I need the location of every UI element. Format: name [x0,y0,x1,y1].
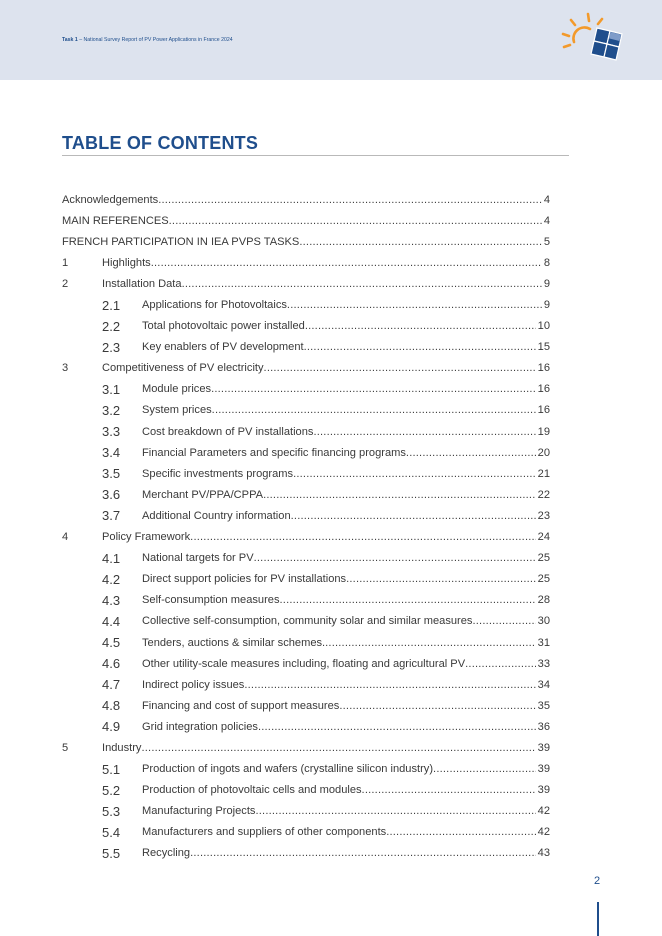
toc-entry-title: Manufacturers and suppliers of other components [142,826,387,839]
toc-entry[interactable] [62,527,550,548]
toc-entry[interactable] [62,843,550,864]
toc-entry-page: 33 [537,657,550,670]
toc-entry-leader [151,257,542,269]
toc-entry-leader [255,805,535,817]
toc-entry-title: Specific investments programs [142,467,294,480]
toc-entry-number: 4.1 [102,550,121,566]
toc-entry-number: 2.2 [102,318,121,334]
header-task-label: Task 1 [62,37,78,43]
toc-entry-title: Additional Country information [142,509,291,522]
toc-entry-number: 3.7 [102,508,121,524]
toc-entry-number: 5.4 [102,824,121,840]
toc-entry[interactable] [62,337,550,358]
toc-entry-leader [258,721,536,733]
toc-entry-number: 4.7 [102,677,121,693]
toc-entry-number: 4.2 [102,571,121,587]
toc-entry[interactable] [62,759,550,780]
toc-entry-title: Direct support policies for PV installations [142,573,347,586]
toc-entry-leader [280,594,536,606]
toc-entry-number: 5 [62,741,69,754]
toc-entry-number: 2 [62,277,69,290]
toc-entry-title: Self-consumption measures [142,594,280,607]
toc-entry-title: Indirect policy issues [142,678,245,691]
toc-entry-title: Financial Parameters and specific financing programs [142,446,406,459]
toc-entry-page: 10 [537,320,550,333]
toc-entry-page: 42 [537,805,550,818]
toc-entry[interactable] [62,273,550,294]
toc-entry-leader [190,847,536,859]
toc-entry-title: Production of ingots and wafers (crystalline silicon industry) [142,763,434,776]
toc-entry-page: 36 [537,720,550,733]
toc-entry-title: Key enablers of PV development [142,341,304,354]
toc-entry-leader [472,615,535,627]
toc-entry-page: 19 [537,425,550,438]
toc-entry-title: Financing and cost of support measures [142,699,340,712]
toc-entry[interactable] [62,463,550,484]
toc-entry-leader [254,552,536,564]
toc-entry-title: Recycling [142,847,191,860]
toc-entry-title: Acknowledgements [62,193,159,206]
toc-entry-page: 28 [537,594,550,607]
toc-title-rule [62,155,569,156]
toc-entry-leader [386,826,535,838]
toc-entry-leader [346,573,536,585]
toc-entry-title: Policy Framework [102,531,191,544]
toc-entry[interactable] [62,505,550,526]
toc-entry-leader [433,763,536,775]
toc-entry[interactable] [62,189,550,210]
toc-entry-page: 15 [537,341,550,354]
toc-entry[interactable] [62,780,550,801]
toc-entry-number: 5.1 [102,761,121,777]
toc-entry-leader [465,658,536,670]
toc-entry-number: 3 [62,362,69,375]
toc-entry-title: Applications for Photovoltaics [142,299,287,312]
toc-entry-leader [211,383,536,395]
toc-entry-page: 9 [543,299,550,312]
toc-entry-number: 3.6 [102,487,121,503]
toc-entry-number: 2.3 [102,339,121,355]
toc-entry-number: 4 [62,531,69,544]
toc-entry[interactable] [62,737,550,758]
toc-entry-number: 3.4 [102,445,121,461]
toc-entry-leader [293,468,536,480]
toc-entry-leader [263,489,536,501]
toc-entry-page: 31 [537,636,550,649]
toc-entry-title: Total photovoltaic power installed [142,320,305,333]
toc-entry[interactable] [62,400,550,421]
toc-entry-title: Merchant PV/PPA/CPPA [142,488,264,501]
toc-entry-number: 4.3 [102,592,121,608]
toc-entry-title: Collective self-consumption, community solar and similar measures [142,615,473,628]
toc-entry-page: 25 [537,552,550,565]
toc-entry-title: Cost breakdown of PV installations [142,425,314,438]
toc-entry[interactable] [62,548,550,569]
toc-entry-leader [362,784,536,796]
toc-entry-number: 3.2 [102,402,121,418]
toc-entry-title: FRENCH PARTICIPATION IN IEA PVPS TASKS [62,235,300,248]
toc-entry-leader [305,320,536,332]
header-subtitle: – National Survey Report of PV Power Applications in France 2024 [77,37,233,43]
toc-entry-leader [264,362,536,374]
header-title [62,37,233,43]
toc-entry-title: Other utility-scale measures including, floating and agricultural PV [142,657,466,670]
toc-entry-leader [325,637,536,649]
toc-entry[interactable] [62,231,550,252]
page-number: 2 [594,875,601,887]
toc-title: TABLE OF CONTENTS [62,133,259,153]
toc-entry-page: 16 [537,383,550,396]
toc-entry-number: 1 [62,256,69,269]
toc-entry-page: 35 [537,699,550,712]
page-number-bar [597,902,599,936]
toc-entry-page: 39 [537,741,550,754]
toc-entry-title: Module prices [142,383,212,396]
toc-entry-number: 5.2 [102,782,121,798]
toc-entry[interactable] [62,653,550,674]
toc-entry-number: 4.4 [102,613,121,629]
toc-entry-page: 34 [537,678,550,691]
toc-entry-page: 5 [543,235,550,248]
toc-entry-leader [406,447,536,459]
toc-entry-page: 16 [537,362,550,375]
toc-entry[interactable] [62,316,550,337]
toc-entry-title: System prices [142,404,212,417]
toc-list [62,189,550,864]
toc-entry-number: 3.5 [102,466,121,482]
toc-entry[interactable] [62,484,550,505]
toc-entry-page: 4 [543,193,550,206]
toc-entry[interactable] [62,210,550,231]
toc-entry-page: 30 [537,615,550,628]
toc-entry-title: Manufacturing Projects [142,805,256,818]
toc-entry-leader [313,426,535,438]
toc-entry[interactable] [62,379,550,400]
toc-entry[interactable] [62,716,550,737]
toc-entry[interactable] [62,569,550,590]
toc-entry-page: 43 [537,847,550,860]
toc-entry-page: 20 [537,446,550,459]
toc-entry-page: 9 [543,277,550,290]
toc-entry-title: Industry [102,741,142,754]
toc-entry-leader [339,700,535,712]
toc-entry-title: Competitiveness of PV electricity [102,362,264,375]
toc-entry-number: 5.3 [102,803,121,819]
iea-pvps-logo-icon [560,12,624,66]
toc-entry-page: 22 [537,488,550,501]
toc-entry-page: 4 [543,214,550,227]
toc-entry-title: MAIN REFERENCES [62,214,169,227]
toc-entry-page: 39 [537,763,550,776]
toc-entry-number: 4.5 [102,635,121,651]
toc-entry-number: 3.3 [102,424,121,440]
toc-entry-title: National targets for PV [142,552,254,565]
toc-entry-number: 4.9 [102,719,121,735]
toc-entry-page: 42 [537,826,550,839]
toc-entry-leader [158,194,542,206]
toc-entry-page: 24 [537,531,550,544]
toc-entry-leader [190,531,536,543]
toc-entry-leader [212,404,536,416]
toc-entry[interactable] [62,442,550,463]
toc-entry[interactable] [62,294,550,315]
toc-entry[interactable] [62,801,550,822]
toc-entry-leader [169,215,542,227]
toc-entry-page: 16 [537,404,550,417]
toc-entry-number: 5.5 [102,845,121,861]
toc-entry-title: Grid integration policies [142,720,258,733]
toc-entry-page: 21 [537,467,550,480]
toc-entry-page: 39 [537,784,550,797]
toc-entry-number: 4.6 [102,656,121,672]
toc-entry-number: 3.1 [102,381,121,397]
toc-entry-leader [182,278,542,290]
toc-entry-leader [299,236,541,248]
toc-entry-number: 4.8 [102,698,121,714]
toc-entry[interactable] [62,358,550,379]
toc-entry-title: Installation Data [102,277,182,290]
toc-entry[interactable] [62,421,550,442]
toc-entry-number: 2.1 [102,297,121,313]
toc-entry-page: 8 [543,256,550,269]
toc-entry[interactable] [62,590,550,611]
toc-entry-leader [291,510,536,522]
toc-entry[interactable] [62,674,550,695]
toc-entry[interactable] [62,252,550,273]
toc-entry-page: 23 [537,509,550,522]
toc-entry-page: 25 [537,573,550,586]
toc-entry-title: Highlights [102,256,151,269]
toc-entry-leader [287,299,542,311]
toc-entry-title: Production of photovoltaic cells and modules [142,784,362,797]
toc-entry-leader [141,742,535,754]
toc-entry[interactable] [62,822,550,843]
toc-entry-leader [244,679,535,691]
toc-entry[interactable] [62,611,550,632]
page-header [0,0,662,80]
toc-entry-title: Tenders, auctions & similar schemes. [142,636,326,649]
toc-entry-leader [304,341,536,353]
toc-entry[interactable] [62,695,550,716]
toc-entry[interactable] [62,632,550,653]
